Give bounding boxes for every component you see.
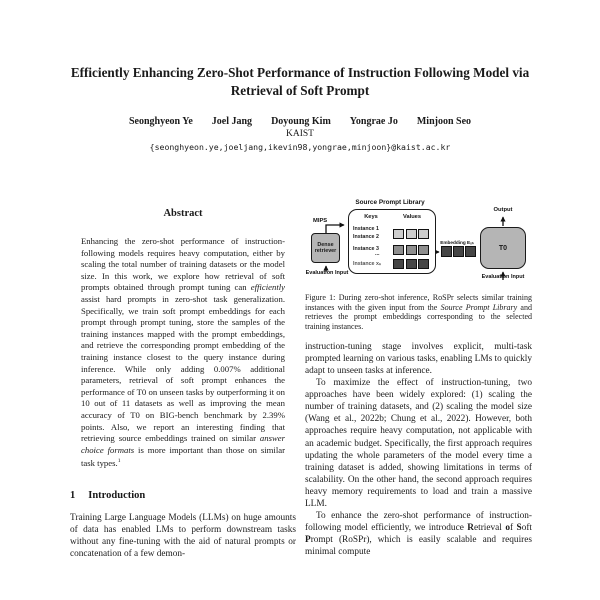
body-paragraph-2: To maximize the effect of instruction-tuning, two approaches have been widely explored: (1) scaling the number of training datasets, and (2) scaling the model size (Wang et al., 2022b; Chung et al., 2022). However, both approaches require heavy computation, not applicable with an academic budget. Specifically, the first approach requires updating the whole parameters of the model every time a training dataset is added, showing limitations in terms of scalability. On the other hand, the second approach requires heavy memory requirements to load and train a massive LLM. [305,378,532,510]
author: Doyoung Kim [271,116,331,127]
instances-ellipsis: ... [375,251,380,257]
value-cell [406,245,417,255]
mips-label: MIPS [313,218,328,224]
author: Seonghyeon Ye [128,116,193,127]
author-row [0,116,600,127]
value-row-2 [393,245,429,255]
evaluation-input-left-label: Evaluation Input [305,270,349,276]
value-cell [393,259,404,269]
embedding-cell [441,246,452,257]
embedding-row [441,246,476,257]
value-cell [418,245,429,255]
keys-header: Keys [364,214,378,220]
value-cell [406,259,417,269]
library-title: Source Prompt Library [355,199,425,206]
body-paragraph-3: To enhance the zero-shot performance of instruction-following model efficiently, we introduce Retrieval of Soft Prompt (RoSPr), which is easily scalable and requires minimal compute [305,511,533,558]
right-column [305,194,532,559]
instance-label-2: Instance 2 [353,234,379,240]
abstract-text: Enhancing the zero-shot performance of instruction-following models requires heavy computation, either by scaling the total number of training datasets or the model size. In this work, we explore how retrieval of soft prompts obtained through prompt tuning can efficiently assist hard prompts in zero-shot task generalization. Specifically, we train soft prompt embeddings for each prompt through prompt tuning, store the samples of the training instances mapped with the prompt embeddings, and retrieve the corresponding prompt embedding of the training instance closest to the query instance during inference. While only adding 0.007% additional parameters, retrieval of soft prompt enhances the performance of T0 on unseen tasks by outperforming it on 10 out of 11 datasets as well as improving the mean accuracy of T0 on BIG-bench benchmark by 2.39% points. Also, we report an interesting finding that retrieving source embeddings trained on similar answer choice formats is more important than those on similar task types.$^1$ [81,236,285,469]
left-column [70,194,296,560]
mips-arrow [326,225,344,233]
body-paragraph-1: instruction-tuning stage involves explicit, multi-task prompted learning on various tasks, enabling LMs to quickly adapt to unseen tasks at inference. [305,341,532,376]
author: Minjoon Seo [416,116,472,127]
intro-paragraph: Training Large Language Models (LLMs) on huge amounts of data has enabled LMs to perform downstream tasks without any fine-tuning with the aid of natural prompts or concatenation of a few demon- [70,512,296,560]
value-cell [393,245,404,255]
author: Joel Jang [211,116,253,127]
figure1-caption: Figure 1: During zero-shot inference, RoSPr selects similar training instances with the given input from the Source Prompt Library and retrieves the prompt embeddings corresponding to the selected training instances. [305,293,532,332]
value-cell [418,229,429,239]
evaluation-input-right-label: Evaluation Input [481,274,525,280]
values-header: Values [402,214,422,220]
value-row-1 [393,229,429,239]
paper-title: Efficiently Enhancing Zero-Shot Performance of Instruction Following Model via Retrieval of Soft Prompt [70,65,530,98]
section-number: 1 [70,489,76,501]
affiliation: KAIST [286,129,314,139]
value-cell [393,229,404,239]
instance-label-n: Instance xₙ [353,261,382,267]
email-line: {seonghyeon.ye,joeljang,ikevin98,yongrae,minjoon}@kaist.ac.kr [149,142,451,152]
embedding-label: Embedding Eₓₙ [440,240,474,245]
dense-retriever-box: Dense retriever [311,233,340,263]
t0-model-box: T0 [480,227,526,269]
instance-label-3: Instance 3 [353,246,379,252]
value-cell [406,229,417,239]
value-cell [418,259,429,269]
output-label: Output [493,207,513,213]
section-heading-introduction [70,490,296,501]
section-title: Introduction [88,489,146,501]
embedding-cell [453,246,464,257]
abstract-heading: Abstract [163,208,203,219]
title-block [0,64,600,152]
value-row-3 [393,259,429,269]
figure1-diagram [305,194,532,286]
embedding-cell [465,246,476,257]
author: Yongrae Jo [349,116,398,127]
instance-label-1: Instance 1 [353,226,379,232]
